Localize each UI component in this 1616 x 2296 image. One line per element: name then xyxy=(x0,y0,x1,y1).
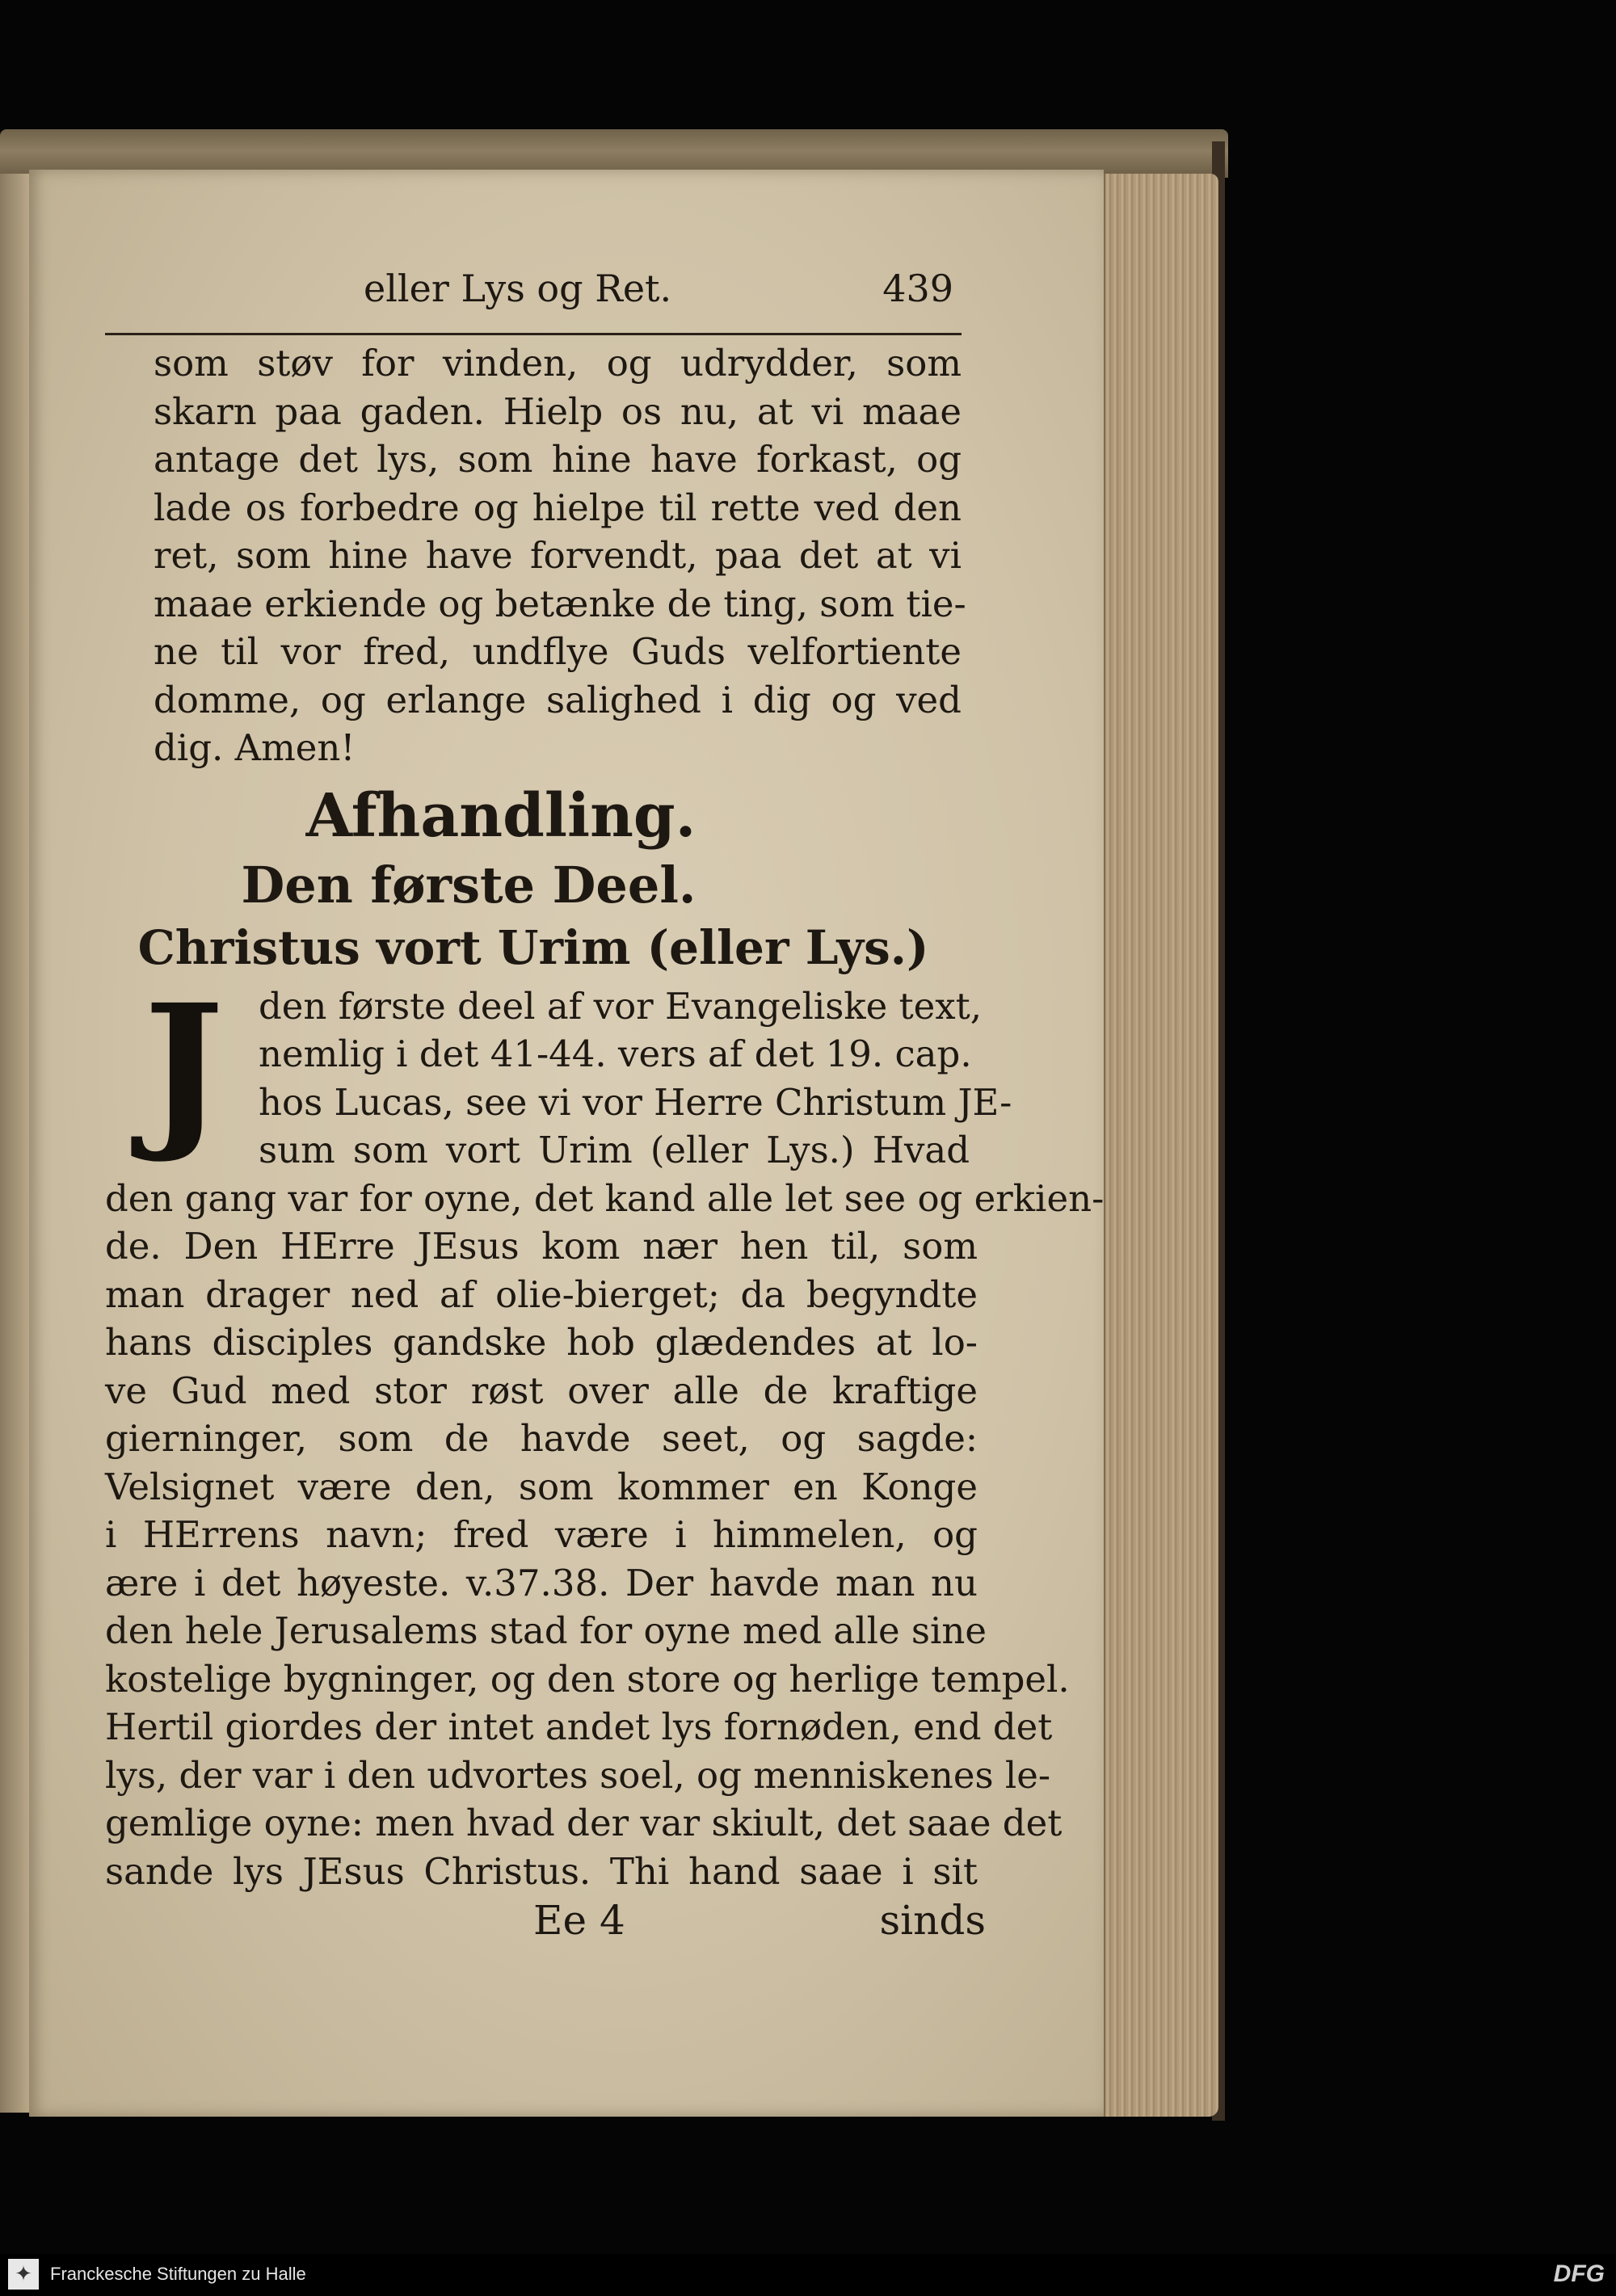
signature-mark: Ee 4 xyxy=(533,1897,625,1944)
running-head xyxy=(105,267,986,325)
text-line: de. Den HErre JEsus kom nær hen til, som xyxy=(105,1225,978,1268)
main-paragraph xyxy=(105,1175,1105,1896)
head-rule xyxy=(105,333,962,335)
text-line: ret, som hine have forvendt, paa det at vi xyxy=(154,534,962,577)
text-line: ne til vor fred, undflye Guds velfortiente xyxy=(154,630,962,673)
text-line: hans disciples gandske hob glædendes at lo- xyxy=(105,1321,978,1364)
text-line: nemlig i det 41-44. vers af det 19. cap. xyxy=(259,1032,972,1075)
text-line: domme, og erlange salighed i dig og ved xyxy=(154,678,962,721)
text-line: Velsignet være den, som kommer en Konge xyxy=(105,1465,978,1508)
text-line: i HErrens navn; fred være i himmelen, og xyxy=(105,1513,978,1556)
institution-logo-icon: ✦ xyxy=(8,2259,39,2290)
text-line: som støv for vinden, og udrydder, som xyxy=(154,342,962,385)
text-line: hos Lucas, see vi vor Herre Christum JE- xyxy=(259,1080,1012,1124)
text-line: Hertil giordes der intet andet lys fornøden, end det xyxy=(105,1705,1053,1748)
opening-paragraph xyxy=(105,339,966,772)
text-line: antage det lys, som hine have forkast, og xyxy=(154,438,962,481)
text-line: man drager ned af olie-bierget; da begyndte xyxy=(105,1272,978,1316)
text-line: gierninger, som de havde seet, og sagde: xyxy=(105,1417,978,1460)
part-heading: Den første Deel. xyxy=(241,855,696,915)
text-block xyxy=(105,267,1105,1953)
page-fore-edge xyxy=(1104,174,1218,2117)
dropcap-paragraph xyxy=(105,966,1012,1175)
text-line: kostelige bygninger, og den store og herlige tempel. xyxy=(105,1657,1070,1701)
section-heading: Afhandling. xyxy=(305,780,696,851)
facing-page-edge xyxy=(0,174,29,2113)
dfg-logo: DFG xyxy=(1553,2260,1605,2287)
page-number: 439 xyxy=(882,267,953,310)
text-line: lys, der var i den udvortes soel, og menniskenes le- xyxy=(105,1753,1051,1797)
text-line: skarn paa gaden. Hielp os nu, at vi maae xyxy=(154,389,962,433)
text-line: maae erkiende og betænke de ting, som tie- xyxy=(154,582,966,625)
chapter-heading: Christus vort Urim (eller Lys.) xyxy=(137,919,929,975)
text-line: den hele Jerusalems stad for oyne med alle sine xyxy=(105,1609,987,1652)
text-line: ære i det høyeste. v.37.38. Der havde man nu xyxy=(105,1561,978,1604)
text-line: gemlige oyne: men hvad der var skiult, det saae det xyxy=(105,1802,1063,1844)
institution-label: Franckesche Stiftungen zu Halle xyxy=(50,2264,306,2284)
text-line: den gang var for oyne, det kand alle let see og erkien- xyxy=(105,1176,1105,1220)
text-line: lade os forbedre og hielpe til rette ved den xyxy=(154,486,962,529)
signature-line xyxy=(105,1897,986,1953)
catchword: sinds xyxy=(879,1897,986,1944)
text-line: ve Gud med stor røst over alle de kraftige xyxy=(105,1369,978,1412)
text-line: sum som vort Urim (eller Lys.) Hvad xyxy=(259,1129,970,1171)
text-line: sande lys JEsus Christus. Thi hand saae i sit xyxy=(105,1849,978,1893)
ornamental-drop-cap: J xyxy=(143,966,225,1167)
running-title: eller Lys og Ret. xyxy=(364,267,672,310)
text-line: den første deel af vor Evangeliske text, xyxy=(259,984,983,1028)
viewer-footer xyxy=(0,2254,1616,2296)
text-line: dig. Amen! xyxy=(154,726,356,769)
